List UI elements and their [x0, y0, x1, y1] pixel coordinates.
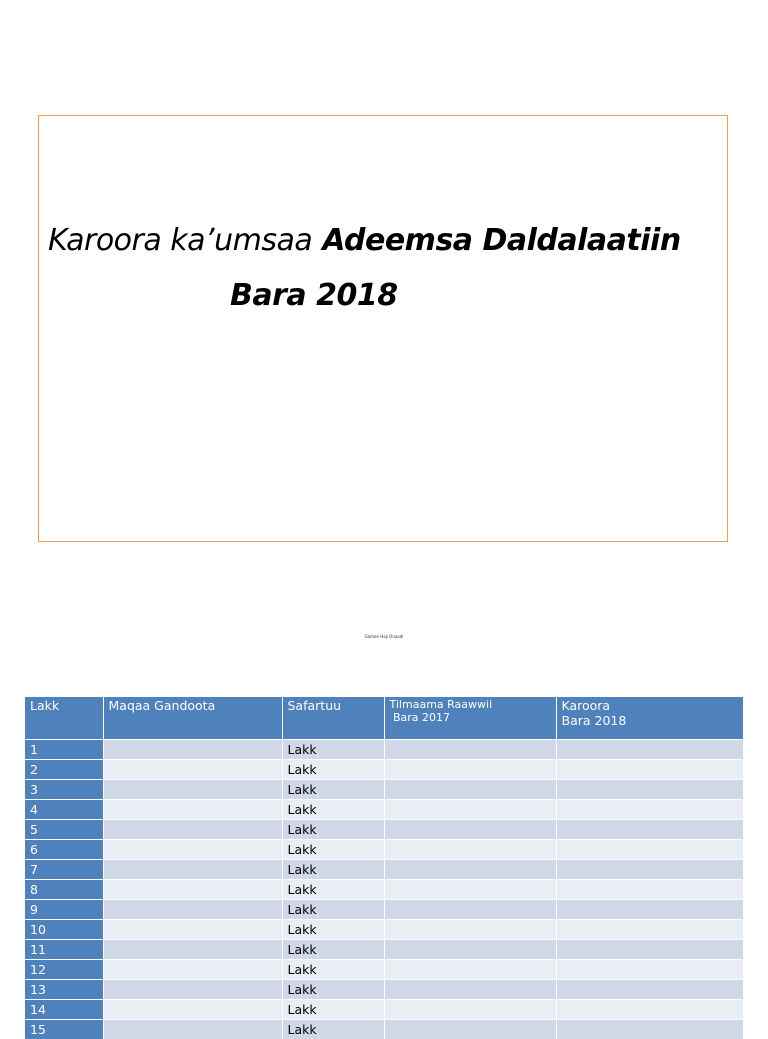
header-safartuu: Safartuu	[282, 697, 384, 740]
cell-tilmaama-raawwii	[384, 1000, 556, 1020]
cell-lakk: 3	[25, 780, 103, 800]
table-body	[25, 740, 743, 1039]
cell-tilmaama-raawwii	[384, 960, 556, 980]
cell-safartuu: Lakk	[282, 760, 384, 780]
cell-lakk: 6	[25, 840, 103, 860]
cell-karoora	[556, 920, 743, 940]
cell-karoora	[556, 780, 743, 800]
cell-maqaa-gandoota	[103, 1000, 282, 1020]
table-row	[25, 760, 743, 780]
header-tilmaama-raawwii: Tilmaama Raawwii Bara 2017	[384, 697, 556, 740]
table-row	[25, 740, 743, 760]
cell-maqaa-gandoota	[103, 900, 282, 920]
cell-tilmaama-raawwii	[384, 880, 556, 900]
cell-karoora	[556, 760, 743, 780]
cell-karoora	[556, 800, 743, 820]
cell-safartuu: Lakk	[282, 960, 384, 980]
cell-tilmaama-raawwii	[384, 940, 556, 960]
cell-lakk: 13	[25, 980, 103, 1000]
table-row	[25, 1020, 743, 1039]
cell-lakk: 2	[25, 760, 103, 780]
cell-tilmaama-raawwii	[384, 980, 556, 1000]
cell-karoora	[556, 960, 743, 980]
cell-tilmaama-raawwii	[384, 840, 556, 860]
cell-tilmaama-raawwii	[384, 900, 556, 920]
cell-karoora	[556, 1000, 743, 1020]
table-row	[25, 880, 743, 900]
title-line-2: Bara 2018	[230, 278, 398, 313]
table-row	[25, 820, 743, 840]
cell-maqaa-gandoota	[103, 740, 282, 760]
cell-safartuu: Lakk	[282, 800, 384, 820]
cell-lakk: 5	[25, 820, 103, 840]
cell-safartuu: Lakk	[282, 900, 384, 920]
cell-safartuu: Lakk	[282, 980, 384, 1000]
table-row	[25, 840, 743, 860]
title-emphasis: Adeemsa Daldalaatiin	[322, 223, 680, 258]
table-row	[25, 940, 743, 960]
plan-table	[25, 697, 744, 1039]
cell-maqaa-gandoota	[103, 780, 282, 800]
cell-lakk: 9	[25, 900, 103, 920]
cell-safartuu: Lakk	[282, 820, 384, 840]
cell-safartuu: Lakk	[282, 860, 384, 880]
cell-karoora	[556, 860, 743, 880]
table-row	[25, 1000, 743, 1020]
cell-safartuu: Lakk	[282, 840, 384, 860]
cell-safartuu: Lakk	[282, 920, 384, 940]
cell-lakk: 12	[25, 960, 103, 980]
cell-tilmaama-raawwii	[384, 1020, 556, 1039]
cell-tilmaama-raawwii	[384, 780, 556, 800]
table-header-row	[25, 697, 743, 740]
cell-safartuu: Lakk	[282, 1020, 384, 1039]
cell-karoora	[556, 740, 743, 760]
cell-maqaa-gandoota	[103, 820, 282, 840]
table-row	[25, 900, 743, 920]
cell-maqaa-gandoota	[103, 880, 282, 900]
cell-tilmaama-raawwii	[384, 860, 556, 880]
cell-karoora	[556, 840, 743, 860]
cell-karoora	[556, 820, 743, 840]
cell-safartuu: Lakk	[282, 740, 384, 760]
cell-karoora	[556, 1020, 743, 1039]
cell-maqaa-gandoota	[103, 800, 282, 820]
cell-karoora	[556, 880, 743, 900]
cell-lakk: 14	[25, 1000, 103, 1020]
author-name: Gamee Haji Onaadi	[0, 634, 768, 639]
cell-tilmaama-raawwii	[384, 760, 556, 780]
cell-maqaa-gandoota	[103, 840, 282, 860]
header-lakk: Lakk	[25, 697, 103, 740]
cell-tilmaama-raawwii	[384, 740, 556, 760]
header-karoora: Karoora Bara 2018	[556, 697, 743, 740]
cell-karoora	[556, 940, 743, 960]
cell-lakk: 1	[25, 740, 103, 760]
cell-lakk: 15	[25, 1020, 103, 1039]
table-row	[25, 960, 743, 980]
table-row	[25, 800, 743, 820]
cell-safartuu: Lakk	[282, 780, 384, 800]
cell-maqaa-gandoota	[103, 920, 282, 940]
cell-tilmaama-raawwii	[384, 820, 556, 840]
cell-lakk: 10	[25, 920, 103, 940]
table-row	[25, 860, 743, 880]
cell-maqaa-gandoota	[103, 980, 282, 1000]
cell-safartuu: Lakk	[282, 880, 384, 900]
cell-maqaa-gandoota	[103, 860, 282, 880]
cell-safartuu: Lakk	[282, 940, 384, 960]
table-row	[25, 920, 743, 940]
plan-table-container	[25, 697, 743, 1039]
cell-maqaa-gandoota	[103, 960, 282, 980]
table-row	[25, 980, 743, 1000]
cell-maqaa-gandoota	[103, 940, 282, 960]
cell-lakk: 7	[25, 860, 103, 880]
cell-safartuu: Lakk	[282, 1000, 384, 1020]
title-slide-box	[38, 115, 728, 542]
cell-lakk: 11	[25, 940, 103, 960]
title-line-1	[48, 223, 681, 258]
table-row	[25, 780, 743, 800]
cell-lakk: 8	[25, 880, 103, 900]
cell-lakk: 4	[25, 800, 103, 820]
cell-tilmaama-raawwii	[384, 920, 556, 940]
cell-karoora	[556, 980, 743, 1000]
cell-maqaa-gandoota	[103, 760, 282, 780]
cell-tilmaama-raawwii	[384, 800, 556, 820]
header-maqaa-gandoota: Maqaa Gandoota	[103, 697, 282, 740]
cell-karoora	[556, 900, 743, 920]
title-prefix: Karoora ka’umsaa	[48, 223, 312, 258]
cell-maqaa-gandoota	[103, 1020, 282, 1039]
